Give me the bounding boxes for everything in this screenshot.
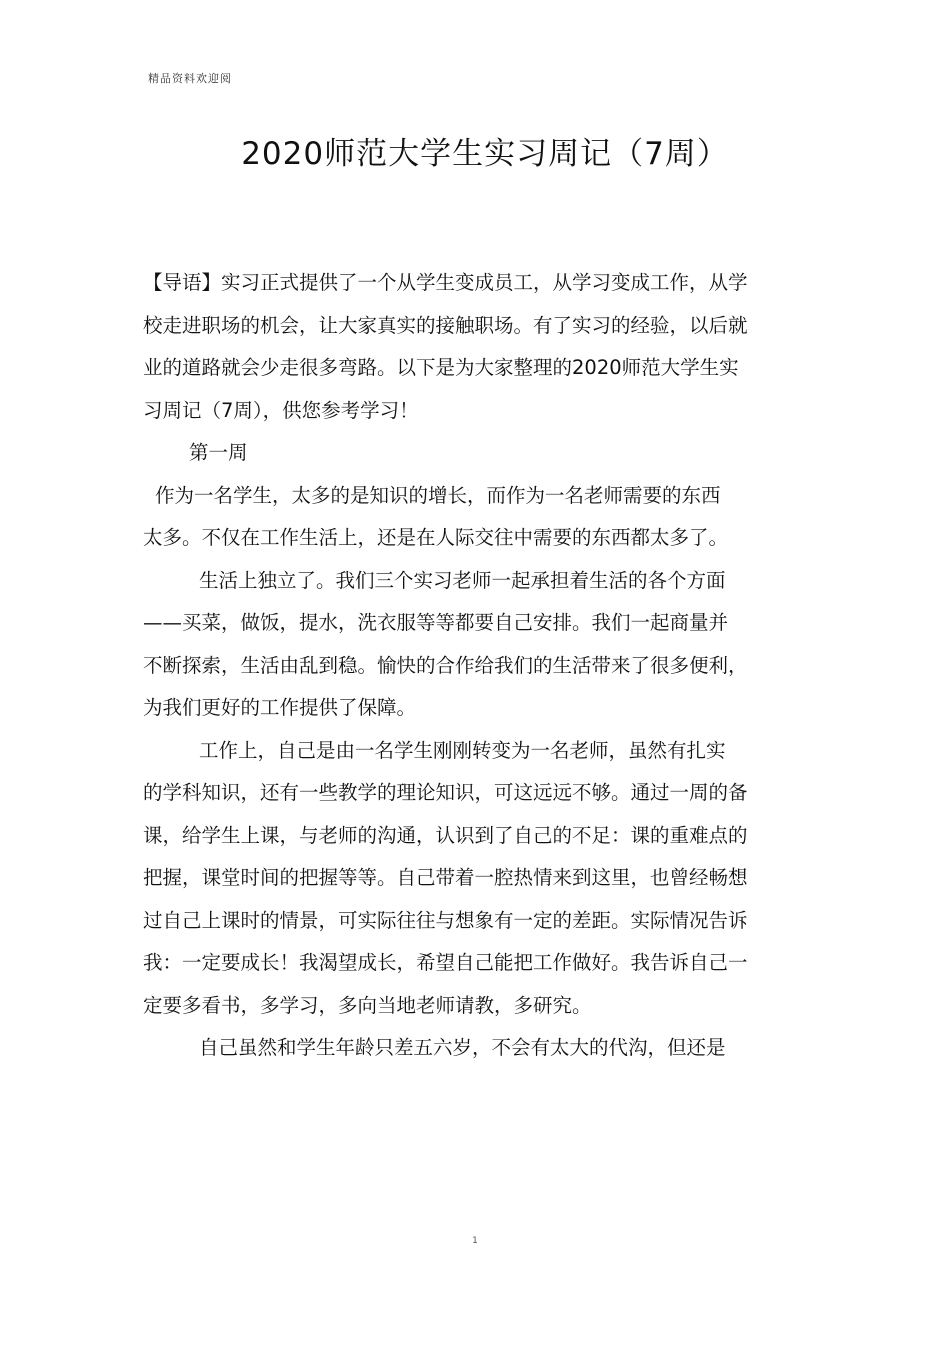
intro-paragraph — [143, 262, 798, 432]
paragraph-line: ——买菜，做饭，提水，洗衣服等等都要自己安排。我们一起商量并 — [143, 611, 729, 634]
week-heading-paragraph — [143, 432, 798, 475]
paragraph-line: 过自己上课时的情景，可实际往往与想象有一定的差距。实际情况告诉 — [143, 908, 748, 932]
paragraph-line: 课，给学生上课，与老师的沟通，认识到了自己的不足：课的重难点的 — [143, 823, 748, 847]
paragraph-line: 的学科知识，还有一些教学的理论知识，可这远远不够。通过一周的备 — [143, 781, 748, 804]
paragraph-3 — [143, 730, 798, 1028]
header-note: 精品资料欢迎阅 — [148, 72, 232, 85]
paragraph-2 — [143, 560, 798, 730]
paragraph-line: 作为一名学生，太多的是知识的增长，而作为一名老师需要的东西 — [155, 483, 721, 507]
document-title: 2020师范大学生实习周记（7周） — [241, 136, 729, 172]
paragraph-line: 太多。不仅在工作生活上，还是在人际交往中需要的东西都太多了。 — [143, 526, 729, 549]
paragraph-line: 把握，课堂时间的把握等等。自己带着一腔热情来到这里，也曾经畅想 — [143, 866, 748, 889]
paragraph-line: 我：一定要成长！我渴望成长，希望自己能把工作做好。我告诉自己一 — [143, 951, 748, 974]
paragraph-4 — [143, 1027, 798, 1070]
intro-line: 业的道路就会少走很多弯路。以下是为大家整理的2020师范大学生实 — [143, 356, 739, 379]
paragraph-1 — [143, 475, 798, 560]
intro-line: 【导语】实习正式提供了一个从学生变成员工，从学习变成工作，从学 — [143, 271, 748, 294]
paragraph-line: 为我们更好的工作提供了保障。 — [143, 696, 417, 719]
paragraph-line: 自己虽然和学生年龄只差五六岁，不会有太大的代沟，但还是 — [199, 1036, 726, 1059]
intro-line: 校走进职场的机会，让大家真实的接触职场。有了实习的经验，以后就 — [143, 313, 748, 337]
page-number: 1 — [472, 1236, 478, 1246]
paragraph-line: 工作上，自己是由一名学生刚刚转变为一名老师，虽然有扎实 — [199, 738, 726, 762]
week-heading: 第一周 — [189, 441, 248, 464]
paragraph-line: 定要多看书，多学习，多向当地老师请教，多研究。 — [143, 993, 592, 1017]
intro-line: 习周记（7周），供您参考学习！ — [143, 398, 419, 422]
paragraph-line: 生活上独立了。我们三个实习老师一起承担着生活的各个方面 — [199, 568, 726, 592]
paragraph-line: 不断探索，生活由乱到稳。愉快的合作给我们的生活带来了很多便利， — [143, 653, 748, 677]
document-body — [143, 262, 798, 1070]
